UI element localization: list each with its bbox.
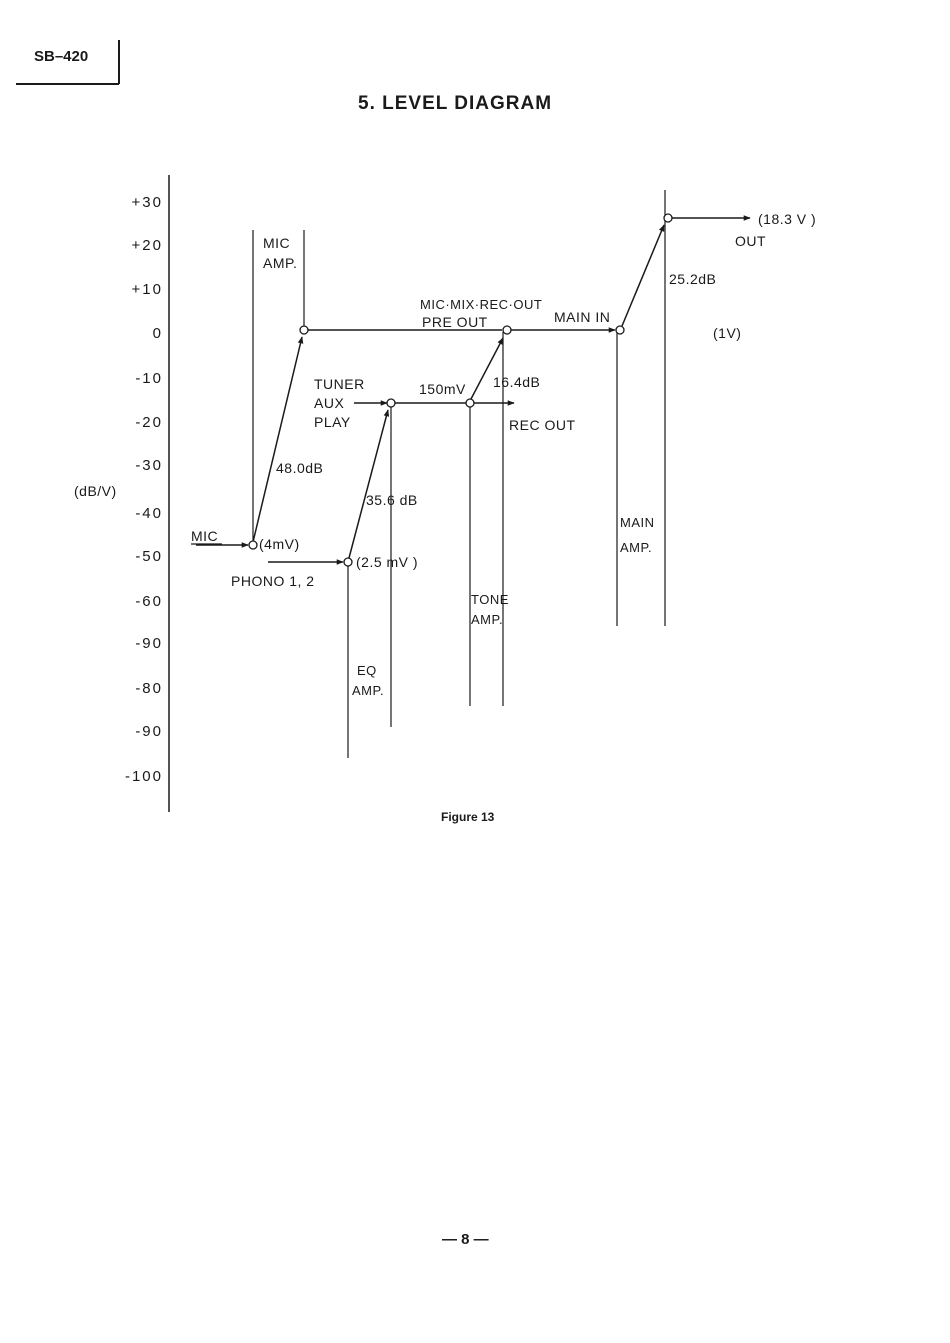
phono-input-level: (2.5 mV )	[356, 554, 419, 570]
main-in-node	[616, 326, 624, 334]
eq-amp-gain-label: 35.6 dB	[366, 492, 418, 508]
tuner-label: TUNER	[314, 376, 365, 392]
mic-amp-output-node	[300, 326, 308, 334]
rec-out-label: REC OUT	[509, 417, 576, 433]
aux-label: AUX	[314, 395, 345, 411]
tick-label: -90	[135, 723, 163, 740]
main-amp-output-node	[664, 214, 672, 222]
tick-label: -80	[135, 680, 163, 697]
reference-1v-label: (1V)	[713, 325, 742, 341]
mic-amp-gain-label: 48.0dB	[276, 460, 324, 476]
tick-label: -30	[135, 457, 163, 474]
tick-label: +20	[131, 237, 163, 254]
tick-label: -90	[135, 635, 163, 652]
y-axis-unit-label: (dB/V)	[74, 483, 117, 499]
tick-label: -60	[135, 593, 163, 610]
out-label: OUT	[735, 233, 767, 249]
tone-amp-label: AMP.	[471, 612, 504, 627]
phono-input-label: PHONO 1, 2	[231, 573, 315, 589]
section-title: 5. LEVEL DIAGRAM	[358, 93, 553, 114]
mic-amp-label: MIC	[263, 235, 291, 251]
eq-amp-gain-arrow	[349, 410, 388, 558]
page-number: — 8 —	[442, 1231, 489, 1248]
tick-label: +10	[131, 281, 163, 298]
eq-amp-label: EQ	[357, 663, 377, 678]
mic-input-node	[249, 541, 257, 549]
tuner-node	[387, 399, 395, 407]
tone-amp-gain-label: 16.4dB	[493, 374, 541, 390]
mic-input-label: MIC	[191, 528, 219, 544]
mic-amp-gain-arrow	[253, 337, 302, 542]
tone-amp-input-node	[466, 399, 474, 407]
eq-amp-label: AMP.	[352, 683, 385, 698]
main-amp-gain-arrow	[622, 225, 664, 326]
tick-label: -50	[135, 548, 163, 565]
mic-mix-rec-out-label: MIC·MIX·REC·OUT	[420, 297, 543, 312]
tick-label: 0	[152, 325, 163, 342]
main-in-label: MAIN IN	[554, 309, 611, 325]
mic-input-level: (4mV)	[259, 536, 300, 552]
tick-label: -40	[135, 505, 163, 522]
play-label: PLAY	[314, 414, 351, 430]
figure-caption: Figure 13	[441, 810, 495, 824]
mic-amp-label: AMP.	[263, 255, 298, 271]
phono-input-node	[344, 558, 352, 566]
tick-label: -20	[135, 414, 163, 431]
pre-out-label: PRE OUT	[422, 314, 488, 330]
main-amp-label: MAIN	[620, 515, 655, 530]
output-level-label: (18.3 V )	[758, 211, 817, 227]
main-amp-gain-label: 25.2dB	[669, 271, 717, 287]
tick-label: -100	[124, 768, 163, 785]
pre-out-node	[503, 326, 511, 334]
model-number: SB–420	[34, 48, 89, 65]
tuner-level-label: 150mV	[419, 381, 466, 397]
tone-amp-label: TONE	[471, 592, 509, 607]
tick-label: -10	[135, 370, 163, 387]
main-amp-label: AMP.	[620, 540, 653, 555]
tick-label: +30	[131, 194, 163, 211]
